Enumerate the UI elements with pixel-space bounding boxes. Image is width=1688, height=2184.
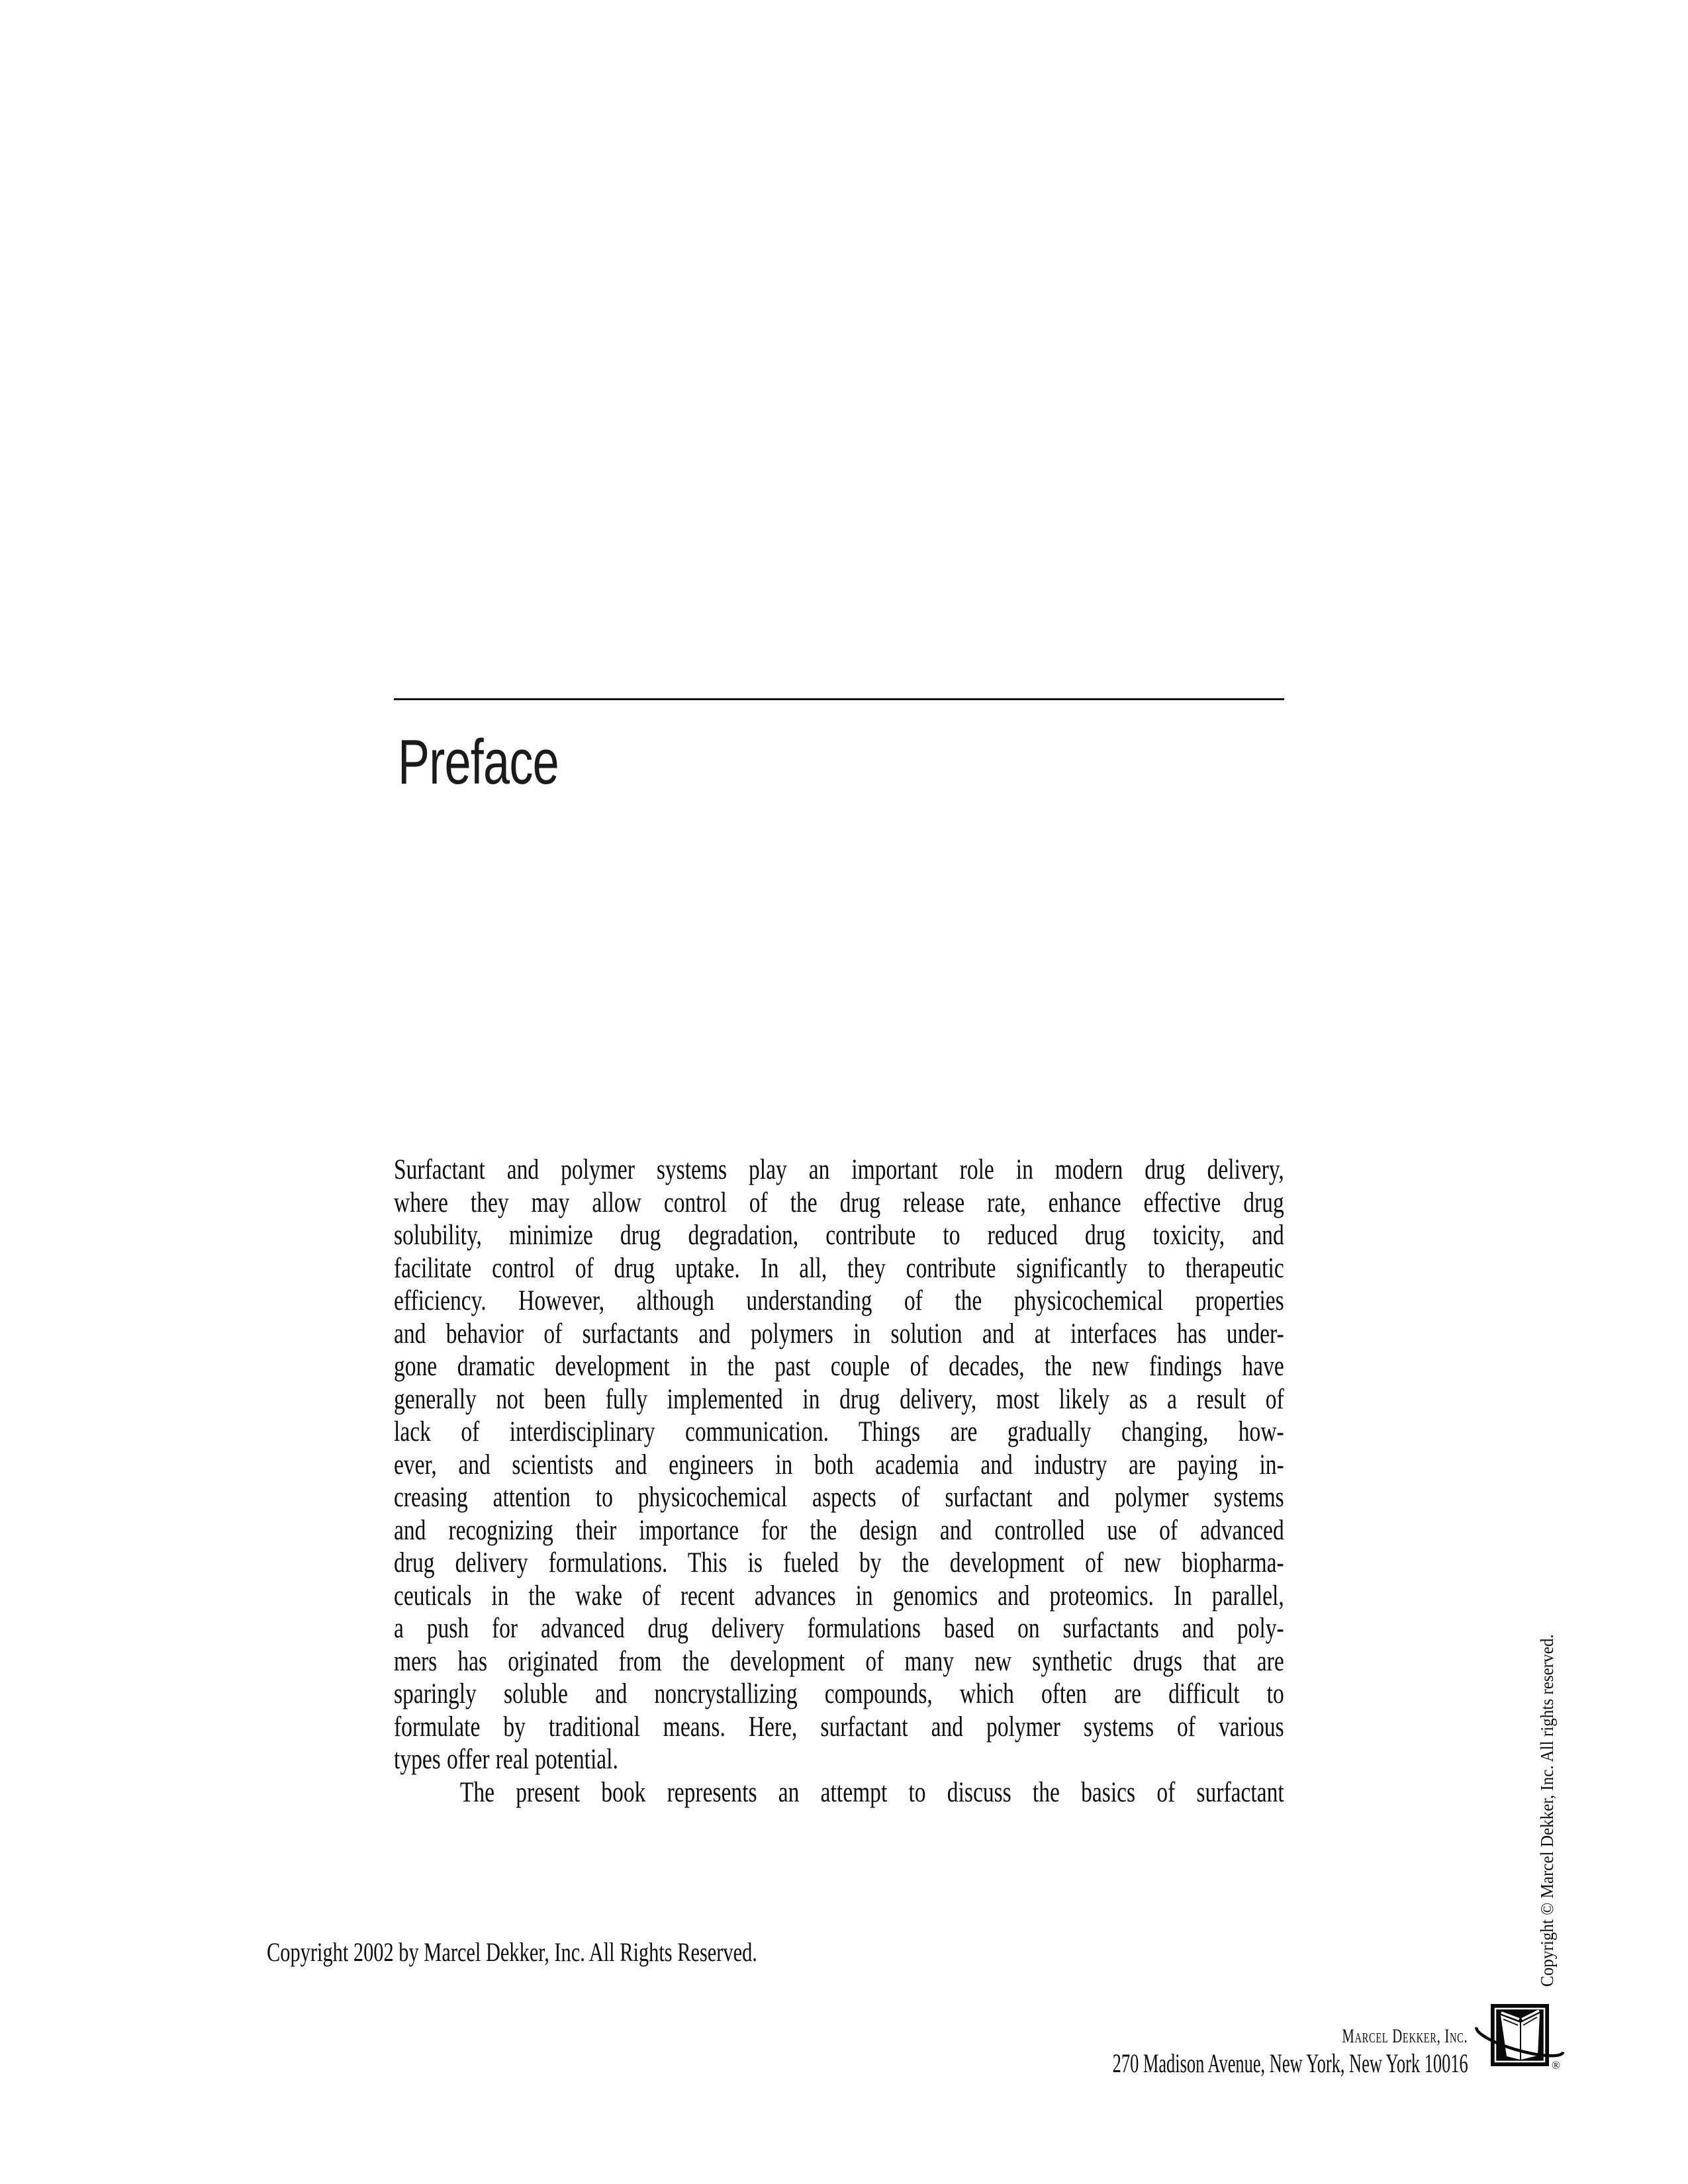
- body-text-line: solubility, minimize drug degradation, contribute to reduced drug toxicity, and: [394, 1220, 1284, 1251]
- body-text-line: facilitate control of drug uptake. In all, they contribute significantly to therapeutic: [394, 1252, 1284, 1284]
- body-text-line: generally not been fully implemented in drug delivery, most likely as a result of: [394, 1383, 1284, 1415]
- preface-body-text: [394, 1154, 1284, 1809]
- publisher-name: Marcel Dekker, Inc.: [1342, 2025, 1468, 2047]
- body-text-line: ever, and scientists and engineers in both academia and industry are paying in-: [394, 1449, 1284, 1480]
- body-text-line: ceuticals in the wake of recent advances in genomics and proteomics. In parallel,: [394, 1580, 1284, 1612]
- body-text-line: creasing attention to physicochemical aspects of surfactant and polymer systems: [394, 1482, 1284, 1513]
- body-text-line: where they may allow control of the drug release rate, enhance effective drug: [394, 1187, 1284, 1218]
- body-text-line: gone dramatic development in the past couple of decades, the new findings have: [394, 1351, 1284, 1382]
- body-text-line: efficiency. However, although understanding of the physicochemical properties: [394, 1285, 1284, 1316]
- body-text-line: and recognizing their importance for the design and controlled use of advanced: [394, 1514, 1284, 1546]
- section-divider-rule: [394, 698, 1284, 700]
- body-text-line: types offer real potential.: [394, 1744, 618, 1775]
- marcel-dekker-logo: [1473, 1999, 1569, 2071]
- body-text-line: and behavior of surfactants and polymers in solution and at interfaces has under-: [394, 1318, 1284, 1349]
- body-text-line: lack of interdisciplinary communication. Things are gradually changing, how-: [394, 1416, 1284, 1447]
- body-text-line: a push for advanced drug delivery formulations based on surfactants and poly-: [394, 1613, 1284, 1644]
- body-text-line: formulate by traditional means. Here, surfactant and polymer systems of various: [394, 1711, 1284, 1743]
- publisher-address: 270 Madison Avenue, New York, New York 10016: [1112, 2048, 1468, 2078]
- body-text-line: sparingly soluble and noncrystallizing compounds, which often are difficult to: [394, 1678, 1284, 1709]
- page-title: Preface: [398, 727, 559, 797]
- body-text-line: Surfactant and polymer systems play an important role in modern drug delivery,: [394, 1154, 1284, 1185]
- body-text-line: drug delivery formulations. This is fueled by the development of new biopharma-: [394, 1547, 1284, 1578]
- registered-trademark-icon: ®: [1552, 2059, 1560, 2071]
- body-text-line: The present book represents an attempt to discuss the basics of surfactant: [459, 1776, 1284, 1808]
- copyright-line: Copyright 2002 by Marcel Dekker, Inc. All Rights Reserved.: [267, 1937, 757, 1967]
- vertical-copyright-sidebar: Copyright © Marcel Dekker, Inc. All rights reserved.: [1537, 1634, 1557, 1987]
- body-text-line: mers has originated from the development of many new synthetic drugs that are: [394, 1645, 1284, 1677]
